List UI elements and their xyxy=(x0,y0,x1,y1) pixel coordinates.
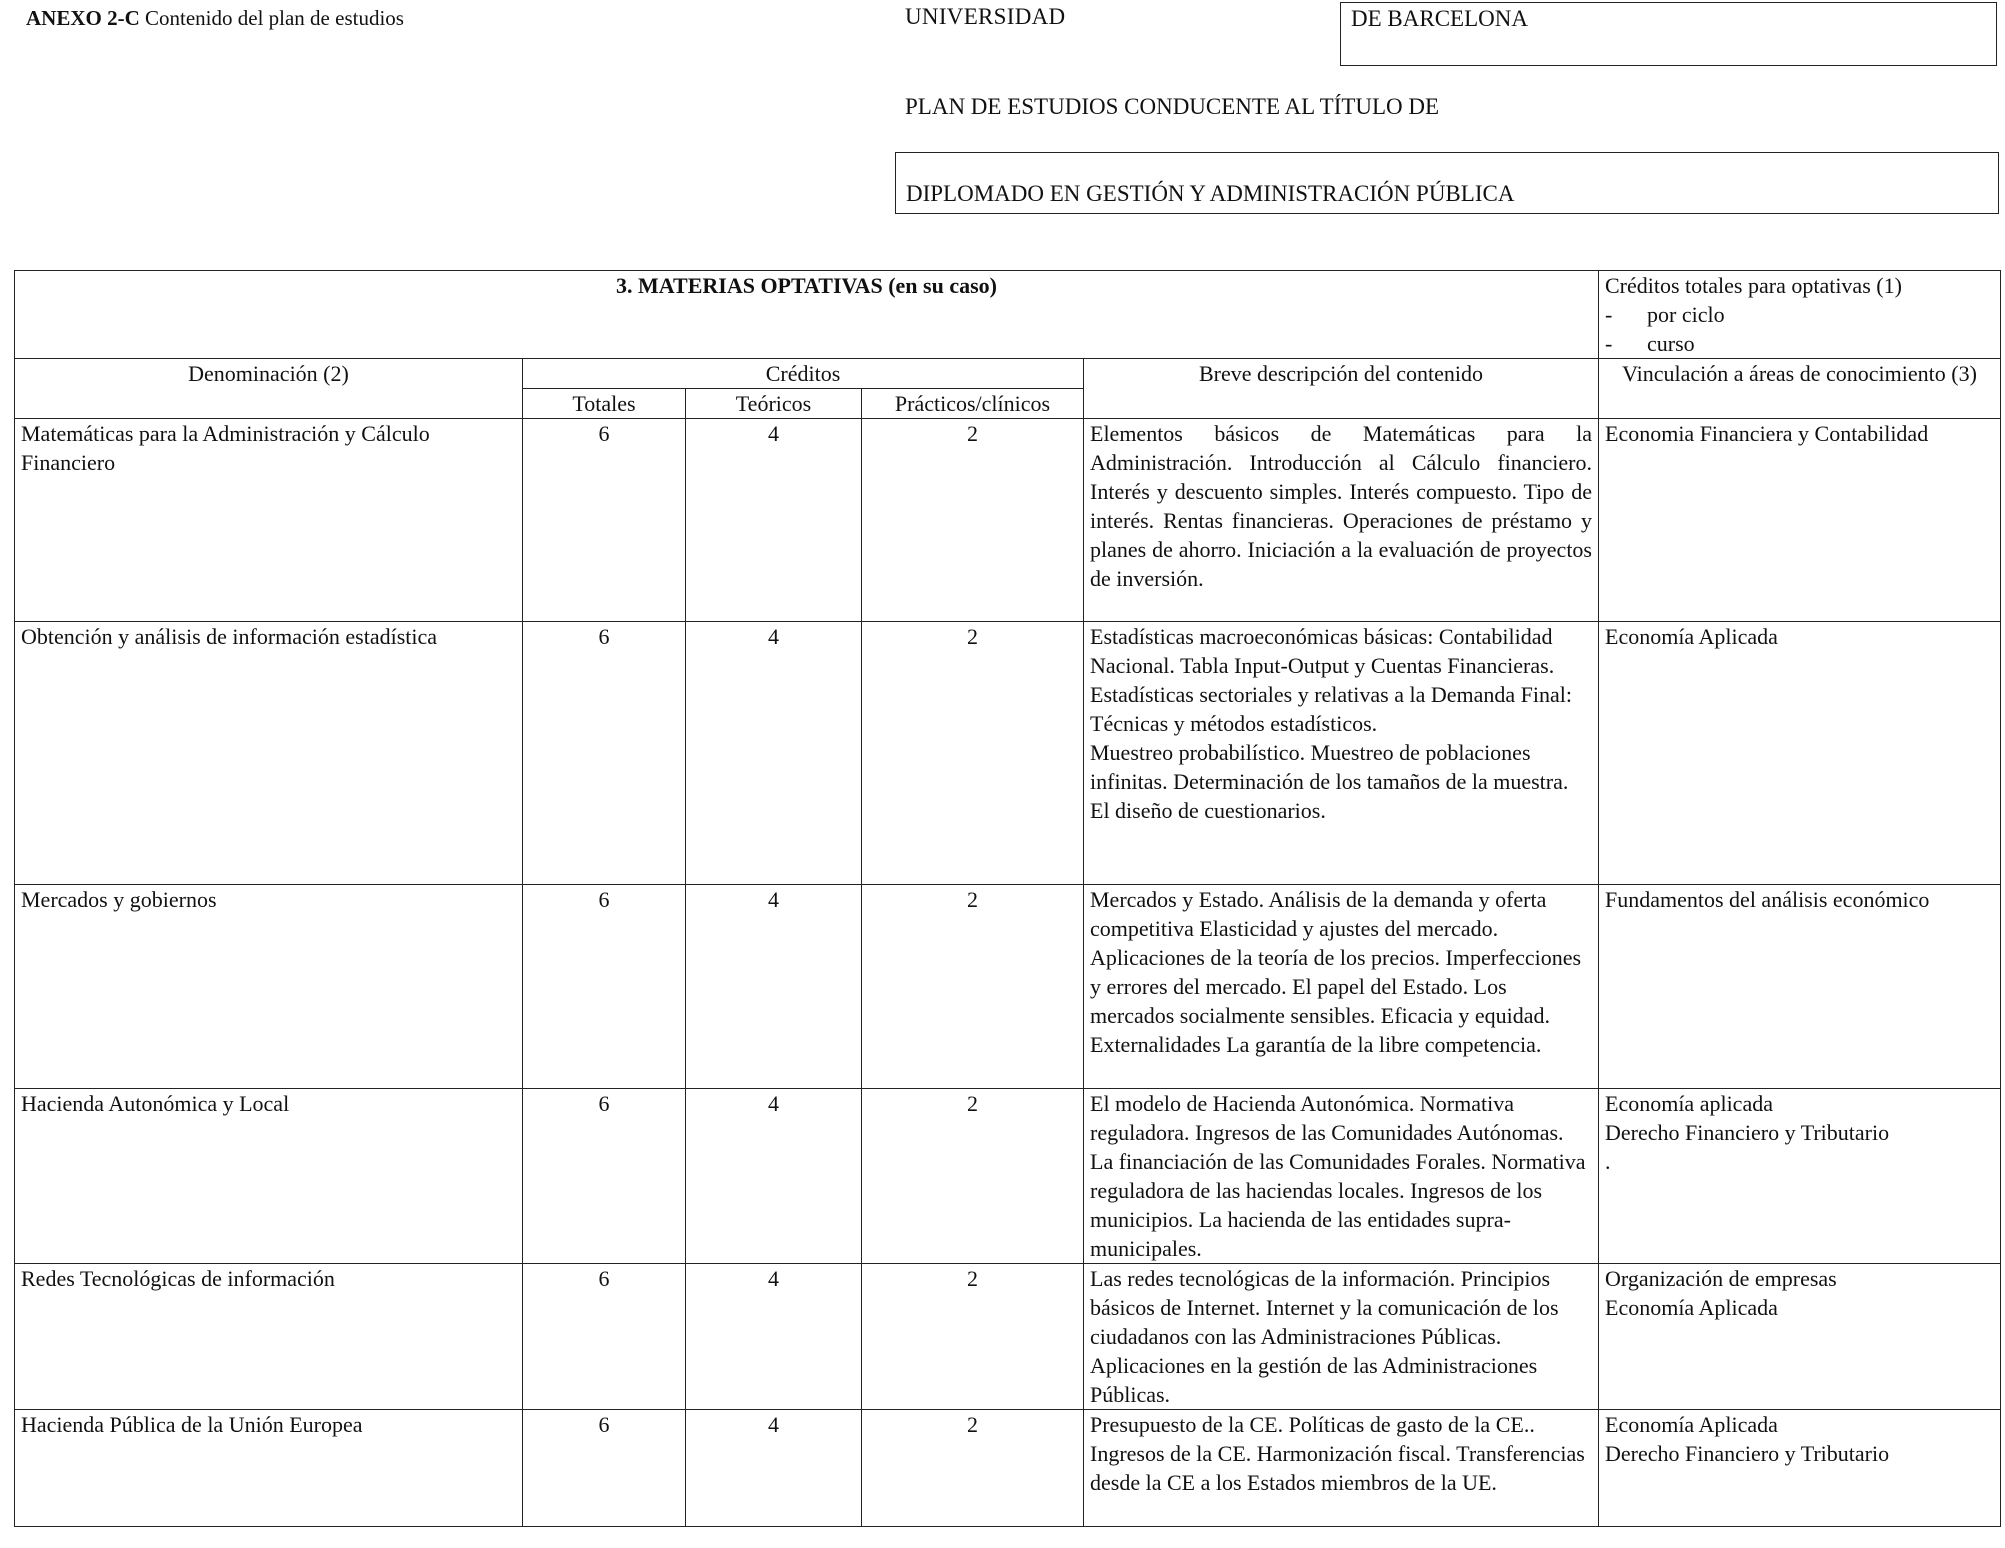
table-row xyxy=(15,885,2001,1089)
col-header-denominacion: Denominación (2) xyxy=(15,359,523,419)
university-name-box xyxy=(1340,2,1997,66)
credits-practical: 2 xyxy=(862,1410,1084,1527)
credits-theory: 4 xyxy=(686,885,862,1089)
credits-theory: 4 xyxy=(686,1410,862,1527)
credits-practical: 2 xyxy=(862,1089,1084,1264)
credits-theory: 4 xyxy=(686,419,862,622)
subject-name: Hacienda Autonómica y Local xyxy=(15,1089,523,1264)
subject-name: Hacienda Pública de la Unión Europea xyxy=(15,1410,523,1527)
university-label: UNIVERSIDAD xyxy=(905,4,1066,29)
subject-description: Elementos básicos de Matemáticas para la Administración. Introducción al Cálculo financiero. Interés y descuento simples. Interés compuesto. Tipo de interés. Rentas financieras. Operaciones de préstamo y planes de ahorro. Iniciación a la evaluación de proyectos de inversión. xyxy=(1084,419,1599,622)
optional-subjects-table xyxy=(14,270,2001,1527)
table-row xyxy=(15,1264,2001,1410)
annex-description: Contenido del plan de estudios xyxy=(139,6,404,30)
knowledge-area: Economía aplicada Derecho Financiero y Tributario . xyxy=(1599,1089,2001,1264)
col-header-descripcion: Breve descripción del contenido xyxy=(1084,359,1599,419)
col-header-vinculacion: Vinculación a áreas de conocimiento (3) xyxy=(1599,359,2001,419)
col-header-teoricos: Teóricos xyxy=(686,389,862,419)
credits-practical: 2 xyxy=(862,1264,1084,1410)
credits-total: 6 xyxy=(523,1089,686,1264)
annex-label: ANEXO 2-C xyxy=(26,6,140,30)
subject-name: Mercados y gobiernos xyxy=(15,885,523,1089)
credits-practical: 2 xyxy=(862,622,1084,885)
table-row xyxy=(15,622,2001,885)
annex-heading xyxy=(26,6,404,31)
subject-description: Mercados y Estado. Análisis de la demanda y oferta competitiva Elasticidad y ajustes del mercado. Aplicaciones de la teoría de los precios. Imperfecciones y errores del mercado. El papel del Estado. Los mercados socialmente sensibles. Eficacia y equidad. Externalidades La garantía de la libre competencia. xyxy=(1084,885,1599,1089)
credits-total: 6 xyxy=(523,419,686,622)
credits-total: 6 xyxy=(523,622,686,885)
credits-practical: 2 xyxy=(862,885,1084,1089)
section-title: 3. MATERIAS OPTATIVAS (en su caso) xyxy=(15,271,1599,359)
per-course-label: curso xyxy=(1647,331,1695,356)
plan-heading: PLAN DE ESTUDIOS CONDUCENTE AL TÍTULO DE xyxy=(905,94,1440,119)
col-header-practicos: Prácticos/clínicos xyxy=(862,389,1084,419)
subject-name: Matemáticas para la Administración y Cálculo Financiero xyxy=(15,419,523,622)
degree-title-box xyxy=(895,152,1999,214)
degree-title: DIPLOMADO EN GESTIÓN Y ADMINISTRACIÓN PÚBLICA xyxy=(906,181,1515,206)
credits-theory: 4 xyxy=(686,1089,862,1264)
credits-total: 6 xyxy=(523,1410,686,1527)
subject-description: El modelo de Hacienda Autonómica. Normativa reguladora. Ingresos de las Comunidades Autónomas. La financiación de las Comunidades Forales. Normativa reguladora de las haciendas locales. Ingresos de los municipios. La hacienda de las entidades supra-municipales. xyxy=(1084,1089,1599,1264)
table-row xyxy=(15,419,2001,622)
table-row xyxy=(15,1410,2001,1527)
subject-name: Redes Tecnológicas de información xyxy=(15,1264,523,1410)
university-name: DE BARCELONA xyxy=(1351,6,1528,31)
subject-name: Obtención y análisis de información estadística xyxy=(15,622,523,885)
subject-description: Estadísticas macroeconómicas básicas: Contabilidad Nacional. Tabla Input-Output y Cuentas Financieras. Estadísticas sectoriales y relativas a la Demanda Final: Técnicas y métodos estadísticos. Muestreo probabilístico. Muestreo de poblaciones infinitas. Determinación de los tamaños de la muestra. El diseño de cuestionarios. xyxy=(1084,622,1599,885)
per-cycle-label: por ciclo xyxy=(1647,302,1725,327)
col-header-totales: Totales xyxy=(523,389,686,419)
knowledge-area: Organización de empresas Economía Aplicada xyxy=(1599,1264,2001,1410)
table-row xyxy=(15,1089,2001,1264)
knowledge-area: Economia Financiera y Contabilidad xyxy=(1599,419,2001,622)
credits-theory: 4 xyxy=(686,1264,862,1410)
knowledge-area: Fundamentos del análisis económico xyxy=(1599,885,2001,1089)
knowledge-area: Economía Aplicada Derecho Financiero y Tributario xyxy=(1599,1410,2001,1527)
credits-total: 6 xyxy=(523,1264,686,1410)
subject-description: Presupuesto de la CE. Políticas de gasto de la CE.. Ingresos de la CE. Harmonización fiscal. Transferencias desde la CE a los Estados miembros de la UE. xyxy=(1084,1410,1599,1527)
total-credits-note: Créditos totales para optativas (1) - por ciclo - curso xyxy=(1599,271,2001,359)
col-header-creditos: Créditos xyxy=(523,359,1084,389)
knowledge-area: Economía Aplicada xyxy=(1599,622,2001,885)
credits-total: 6 xyxy=(523,885,686,1089)
total-credits-title: Créditos totales para optativas (1) xyxy=(1605,273,1902,298)
subject-description: Las redes tecnológicas de la información. Principios básicos de Internet. Internet y la comunicación de los ciudadanos con las Administraciones Públicas. Aplicaciones en la gestión de las Administraciones Públicas. xyxy=(1084,1264,1599,1410)
credits-practical: 2 xyxy=(862,419,1084,622)
credits-theory: 4 xyxy=(686,622,862,885)
